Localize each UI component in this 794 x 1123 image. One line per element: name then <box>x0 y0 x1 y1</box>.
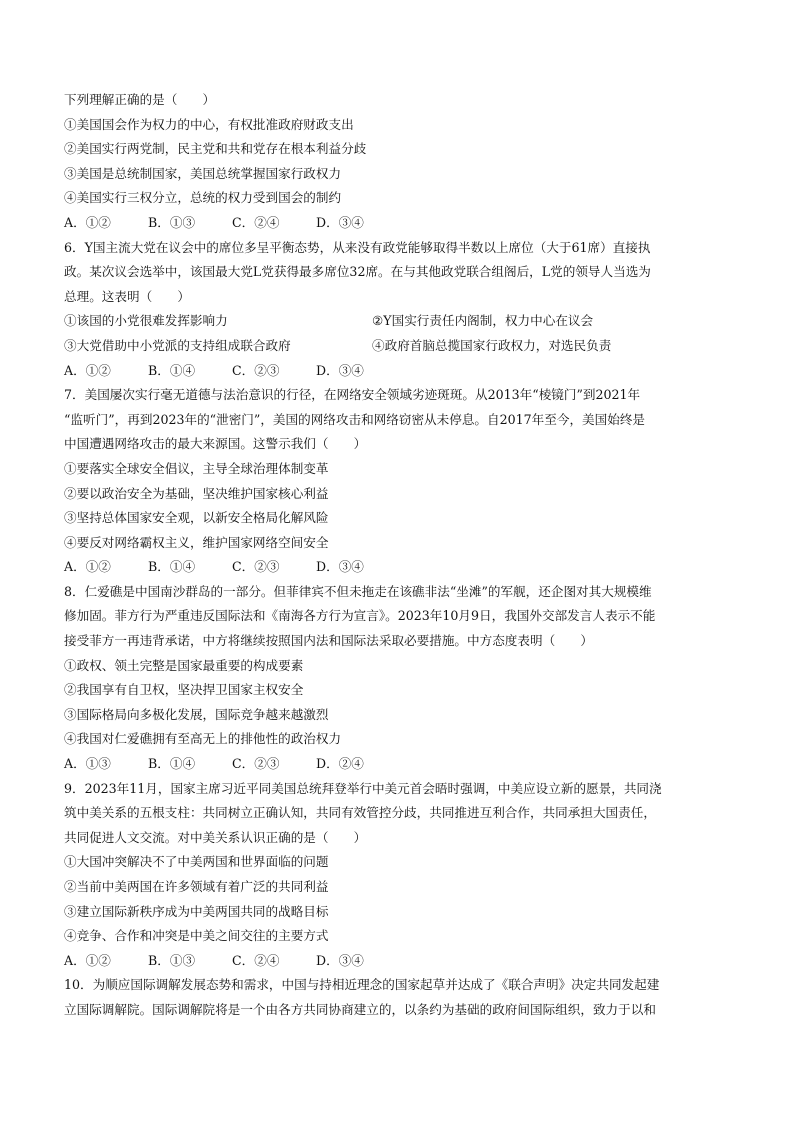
statement-item: ①要落实全球安全倡议，主导全球治理体制变革 <box>64 460 329 476</box>
question-stem: 政。某次议会选举中，该国最大党L党获得最多席位32席。在与其他政党联合组阁后，L党的领导人当选为 <box>64 264 651 280</box>
statement-item: ②当前中美两国在许多领域有着广泛的共同利益 <box>64 879 329 894</box>
option-c: C．②③ <box>232 362 280 378</box>
question-stem: 9．2023年11月，国家主席习近平同美国总统拜登举行中美元首会晤时强调，中美应设立新的愿景，共同浇 <box>64 780 662 796</box>
statement-item: ④要反对网络霸权主义，维护国家网络空间安全 <box>64 534 329 550</box>
question-stem: 接受菲方一再违背承诺，中方将继续按照国内法和国际法采取必要措施。中方态度表明（ ） <box>64 633 593 649</box>
question-stem: 中国遭遇网络攻击的最大来源国。这警示我们（ ） <box>64 436 367 452</box>
statement-row <box>64 309 736 334</box>
question-5 <box>64 88 736 236</box>
option-d: D．③④ <box>316 362 364 378</box>
question-stem: 共同促进人文交流。对中美关系认识正确的是（ ） <box>64 829 367 845</box>
statement-row <box>64 334 736 359</box>
question-stem: 8．仁爱礁是中国南沙群岛的一部分。但菲律宾不但未拖走在该礁非法“坐滩”的军舰，还企图对其大规模维 <box>64 583 652 599</box>
option-b: B．①④ <box>148 559 196 575</box>
question-stem: 立国际调解院。国际调解院将是一个由各方共同协商建立的，以条约为基础的政府间国际组织，致力于以和 <box>64 1001 656 1017</box>
option-d: D．③④ <box>316 952 364 968</box>
option-c: C．②③ <box>232 756 280 772</box>
option-c: C．②③ <box>232 559 280 575</box>
statement-item: ③建立国际新秩序成为中美两国共同的战略目标 <box>64 903 329 919</box>
option-b: B．①④ <box>148 756 196 772</box>
option-d: D．②④ <box>316 756 364 772</box>
answer-options <box>64 555 736 580</box>
question-8 <box>64 580 736 777</box>
question-stem: 下列理解正确的是（ ） <box>64 92 216 107</box>
option-d: D．③④ <box>316 214 364 230</box>
answer-options <box>64 359 736 384</box>
question-stem: 6．Y国主流大党在议会中的席位多呈平衡态势，从来没有政党能够取得半数以上席位（大于61席）直接执 <box>64 239 651 255</box>
option-b: B．①③ <box>148 952 196 968</box>
statement-item: ③美国是总统制国家，美国总统掌握国家行政权力 <box>64 165 342 181</box>
answer-options <box>64 949 736 974</box>
answer-options <box>64 211 736 236</box>
statement-item: ①大国冲突解决不了中美两国和世界面临的问题 <box>64 854 329 870</box>
option-a: A．①② <box>64 952 111 968</box>
statement-item: ④我国对仁爱礁拥有至高无上的排他性的政治权力 <box>64 731 342 747</box>
statement-item: ①美国国会作为权力的中心，有权批准政府财政支出 <box>64 116 354 132</box>
statement-item: ①政权、领土完整是国家最重要的构成要素 <box>64 657 304 673</box>
option-d: D．③④ <box>316 559 364 575</box>
option-c: C．②④ <box>232 952 280 968</box>
option-a: A．①③ <box>64 756 111 772</box>
statement-item: ②Y国实行责任内阁制，权力中心在议会 <box>372 313 594 329</box>
option-b: B．①④ <box>148 362 196 378</box>
statement-item: ①该国的小党很难发挥影响力 <box>64 313 228 329</box>
statement-item: ②要以政治安全为基础，坚决维护国家核心利益 <box>64 485 329 501</box>
statement-item: ③国际格局向多极化发展，国际竞争越来越激烈 <box>64 706 329 722</box>
option-b: B．①③ <box>148 214 196 230</box>
question-stem: 修加固。菲方行为严重违反国际法和《南海各方行为宣言》。2023年10月9日，我国外交部发言人表示不能 <box>64 608 656 624</box>
option-a: A．①② <box>64 559 111 575</box>
statement-item: ④政府首脑总揽国家行政权力，对选民负责 <box>372 337 612 353</box>
statement-item: ④美国实行三权分立，总统的权力受到国会的制约 <box>64 190 342 206</box>
option-a: A．①② <box>64 214 111 230</box>
question-stem: 筑中美关系的五根支柱：共同树立正确认知，共同有效管控分歧，共同推进互利合作，共同承担大国责任， <box>64 805 656 821</box>
question-6 <box>64 236 736 384</box>
option-a: A．①② <box>64 362 111 378</box>
answer-options <box>64 752 736 777</box>
question-stem: 7．美国屡次实行毫无道德与法治意识的行径，在网络安全领域劣迹斑斑。从2013年“棱镜门”到2021年 <box>64 387 641 403</box>
statement-item: ④竞争、合作和冲突是中美之间交往的主要方式 <box>64 928 329 944</box>
question-10 <box>64 973 736 1022</box>
question-stem: 10．为顺应国际调解发展态势和需求，中国与持相近理念的国家起草并达成了《联合声明》决定共同发起建 <box>64 977 660 993</box>
statement-item: ②美国实行两党制，民主党和共和党存在根本利益分歧 <box>64 141 367 157</box>
question-stem: “监听门”，再到2023年的“泄密门”，美国的网络攻击和网络窃密从未停息。自2017年至今，美国始终是 <box>64 411 646 427</box>
option-c: C．②④ <box>232 214 280 230</box>
statement-item: ③坚持总体国家安全观，以新安全格局化解风险 <box>64 510 329 526</box>
statement-item: ②我国享有自卫权，坚决捍卫国家主权安全 <box>64 682 304 698</box>
statement-item: ③大党借助中小党派的支持组成联合政府 <box>64 337 291 353</box>
question-9 <box>64 777 736 974</box>
question-7 <box>64 383 736 580</box>
exam-page <box>64 88 736 1023</box>
question-stem: 总理。这表明（ ） <box>64 288 190 304</box>
